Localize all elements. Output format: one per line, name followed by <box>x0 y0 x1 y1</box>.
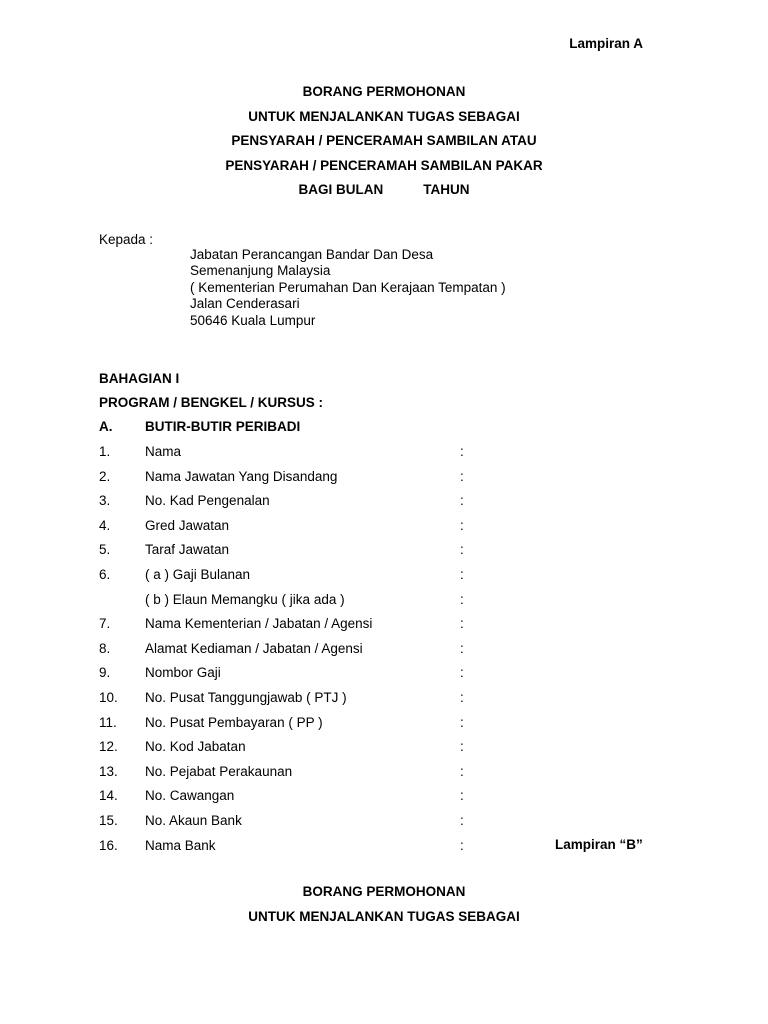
field-label: No. Akaun Bank <box>145 813 242 828</box>
form-field-row <box>0 739 768 759</box>
form-field-row <box>0 838 768 858</box>
field-colon: : <box>460 665 464 680</box>
field-colon: : <box>460 592 464 607</box>
field-number: 12. <box>99 739 118 754</box>
form-field-row <box>0 567 768 587</box>
field-label: Nama Kementerian / Jabatan / Agensi <box>145 616 373 631</box>
form-field-row <box>0 641 768 661</box>
field-number: 5. <box>99 542 111 557</box>
field-label: ( a ) Gaji Bulanan <box>145 567 251 582</box>
field-number: 7. <box>99 616 111 631</box>
field-label: No. Kad Pengenalan <box>145 493 270 508</box>
field-number: 15. <box>99 813 118 828</box>
field-label: No. Cawangan <box>145 788 235 803</box>
form-field-row <box>0 469 768 489</box>
bulan-tahun-line <box>0 182 768 197</box>
field-colon: : <box>460 542 464 557</box>
field-label: No. Pusat Pembayaran ( PP ) <box>145 715 323 730</box>
form-subtitle-3: PENSYARAH / PENCERAMAH SAMBILAN PAKAR <box>225 158 543 173</box>
field-number: 16. <box>99 838 118 853</box>
address-line-1: Jabatan Perancangan Bandar Dan Desa <box>190 247 434 262</box>
field-number: 9. <box>99 665 111 680</box>
field-colon: : <box>460 444 464 459</box>
bulan-label: BAGI BULAN <box>298 182 384 197</box>
subsection-title: BUTIR-BUTIR PERIBADI <box>145 419 301 434</box>
field-colon: : <box>460 764 464 779</box>
kepada-label: Kepada : <box>99 232 154 247</box>
address-line-3: ( Kementerian Perumahan Dan Kerajaan Tempatan ) <box>190 280 506 295</box>
form-field-row <box>0 764 768 784</box>
field-label: No. Pejabat Perakaunan <box>145 764 293 779</box>
field-number: 4. <box>99 518 111 533</box>
form-subtitle-2: PENSYARAH / PENCERAMAH SAMBILAN ATAU <box>231 133 537 148</box>
footer-form-title: BORANG PERMOHONAN <box>302 884 466 899</box>
field-number: 11. <box>99 715 117 730</box>
field-colon: : <box>460 715 464 730</box>
form-field-row <box>0 690 768 710</box>
form-field-row <box>0 518 768 538</box>
form-field-row <box>0 444 768 464</box>
form-field-row <box>0 592 768 612</box>
form-field-row <box>0 788 768 808</box>
form-field-row <box>0 493 768 513</box>
field-label: No. Pusat Tanggungjawab ( PTJ ) <box>145 690 347 705</box>
lampiran-b-label: Lampiran “B” <box>555 837 643 852</box>
field-number: 8. <box>99 641 111 656</box>
field-colon: : <box>460 838 464 853</box>
field-colon: : <box>460 469 464 484</box>
form-title: BORANG PERMOHONAN <box>302 84 466 99</box>
form-field-row <box>0 813 768 833</box>
field-number: 14. <box>99 788 118 803</box>
field-label: Nama Bank <box>145 838 216 853</box>
field-colon: : <box>460 813 464 828</box>
field-colon: : <box>460 567 464 582</box>
field-colon: : <box>460 739 464 754</box>
form-field-row <box>0 665 768 685</box>
form-field-row <box>0 715 768 735</box>
field-colon: : <box>460 641 464 656</box>
footer-form-subtitle: UNTUK MENJALANKAN TUGAS SEBAGAI <box>248 909 520 924</box>
field-colon: : <box>460 518 464 533</box>
field-number: 6. <box>99 567 111 582</box>
field-colon: : <box>460 493 464 508</box>
field-number: 10. <box>99 690 118 705</box>
lampiran-a-label: Lampiran A <box>569 36 643 51</box>
field-number: 3. <box>99 493 111 508</box>
field-label: Gred Jawatan <box>145 518 230 533</box>
form-field-row <box>0 616 768 636</box>
field-label: Nama <box>145 444 182 459</box>
field-number: 13. <box>99 764 118 779</box>
subsection-letter: A. <box>99 419 113 434</box>
program-heading: PROGRAM / BENGKEL / KURSUS : <box>99 395 324 410</box>
field-label: Taraf Jawatan <box>145 542 230 557</box>
form-field-row <box>0 542 768 562</box>
field-label: Nama Jawatan Yang Disandang <box>145 469 338 484</box>
tahun-label: TAHUN <box>423 182 470 197</box>
field-colon: : <box>460 788 464 803</box>
field-label: Alamat Kediaman / Jabatan / Agensi <box>145 641 363 656</box>
field-number: 1. <box>99 444 111 459</box>
field-number: 2. <box>99 469 111 484</box>
address-line-4: Jalan Cenderasari <box>190 296 300 311</box>
address-line-2: Semenanjung Malaysia <box>190 263 331 278</box>
field-label: No. Kod Jabatan <box>145 739 246 754</box>
bahagian-heading: BAHAGIAN I <box>99 371 180 386</box>
field-colon: : <box>460 690 464 705</box>
address-line-5: 50646 Kuala Lumpur <box>190 313 316 328</box>
form-subtitle-1: UNTUK MENJALANKAN TUGAS SEBAGAI <box>248 109 520 124</box>
field-label: ( b ) Elaun Memangku ( jika ada ) <box>145 592 345 607</box>
field-label: Nombor Gaji <box>145 665 221 680</box>
field-colon: : <box>460 616 464 631</box>
